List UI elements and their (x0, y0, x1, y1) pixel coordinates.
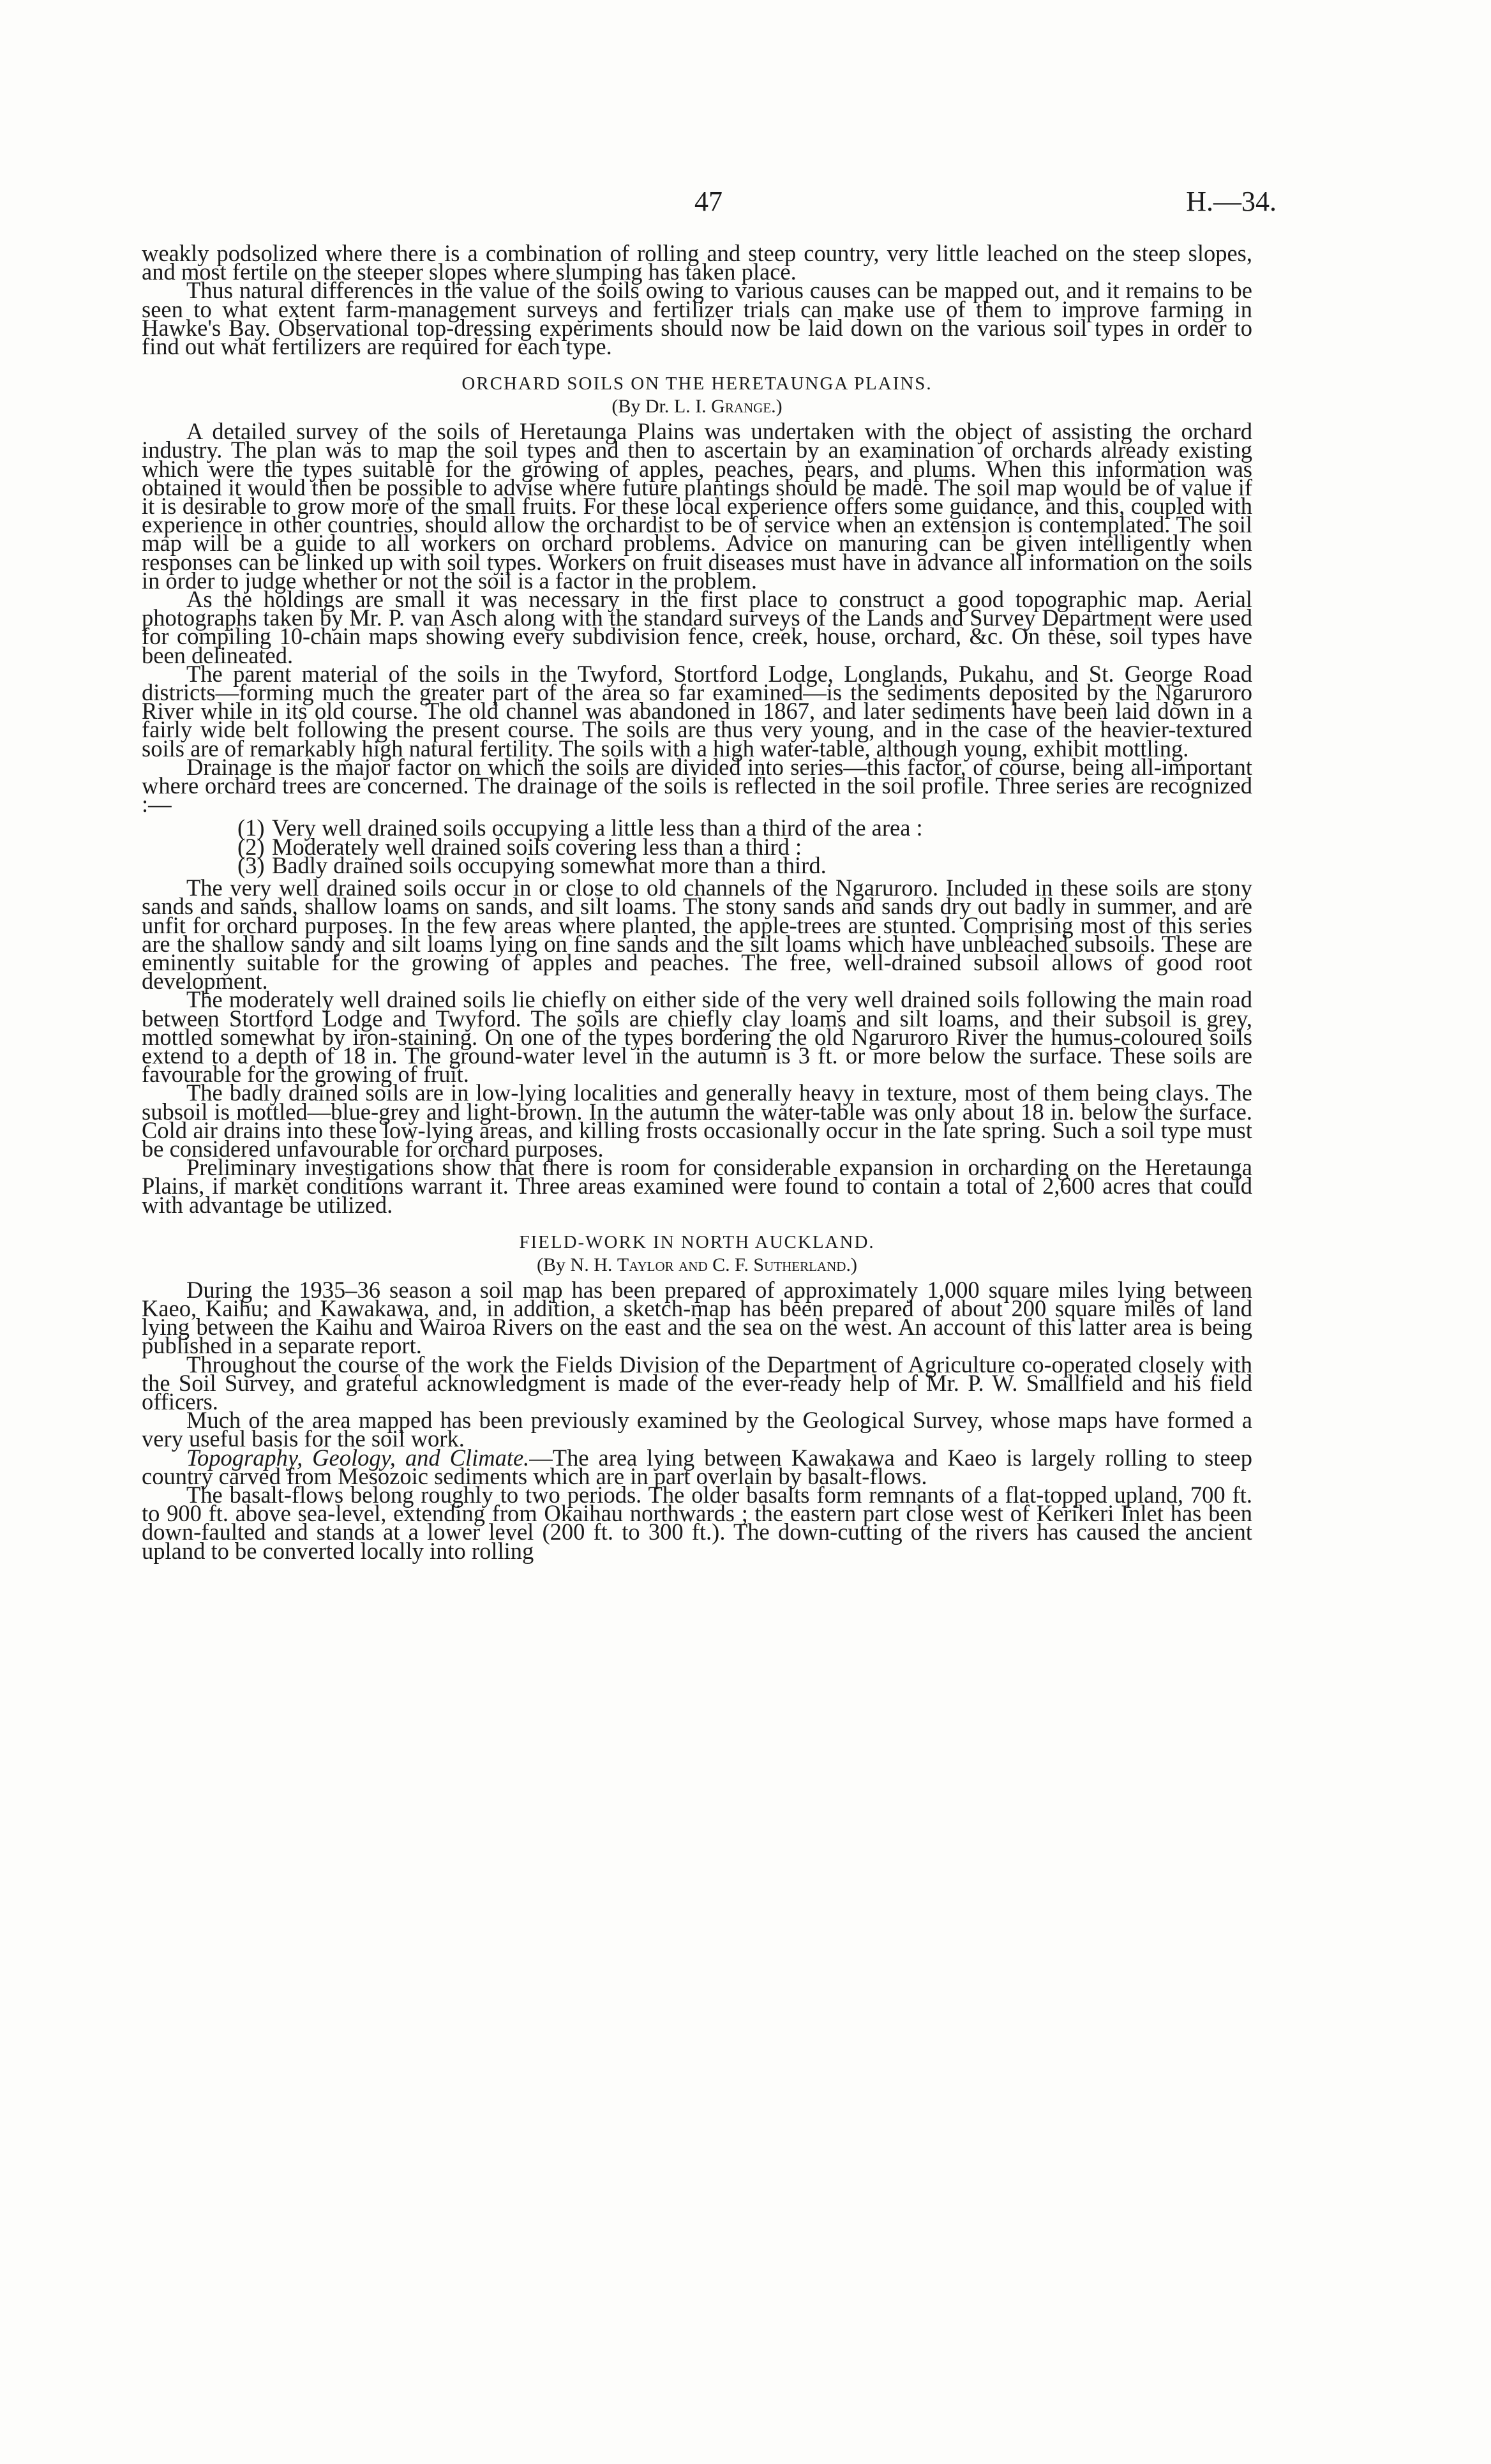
paragraph: The moderately well drained soils lie chiefly on either side of the very well drained soils following the main road between Stortford Lodge and Twyford. The soils are chiefly clay loams and silt loams, and their subsoil is grey, mottled somewhat by iron-staining. On one of the types bordering the old Ngaruroro River the humus-coloured soils extend to a depth of 18 in. The ground-water level in the autumn is 3 ft. or more below the surface. These soils are favourable for the growing of fruit. (142, 986, 1252, 1088)
byline-grange (142, 396, 1252, 417)
author-name: Sutherland (753, 1254, 846, 1275)
list-text: Very well drained soils occupying a little less than a third of the area : (272, 815, 923, 841)
paragraph: The badly drained soils are in low-lying localities and generally heavy in texture, most of them being clays. The subsoil is mottled—blue-grey and light-brown. In the autumn the water-table was only about 18 in. below the surface. Cold air drains into these low-lying areas, and killing frosts occasionally occur in the late spring. Such a soil type must be considered unfavourable for orchard purposes. (142, 1079, 1252, 1162)
byline-taylor-sutherland (142, 1255, 1252, 1275)
paragraph: A detailed survey of the soils of Heretaunga Plains was undertaken with the object of assisting the orchard industry. The plan was to map the soil types and then to ascertain by an examination of orchards already existing which were the types suitable for the growing of apples, peaches, pears, and plums. When this information was obtained it would then be possible to advise where future plantings should be made. The soil map would be of value if it is desirable to grow more of the small fruits. For these local experience offers some guidance, and this, coupled with experience in other countries, should allow the orchardist to be of service when an extension is contemplated. The soil map will be a guide to all workers on orchard problems. Advice on manuring can be given intelligently when responses can be linked up with soil types. Workers on fruit diseases must have in advance all information on the soils in order to judge whether or not the soil is a factor in the problem. (142, 418, 1252, 594)
byline-and: and (678, 1254, 708, 1275)
paragraph: The very well drained soils occur in or close to old channels of the Ngaruroro. Included in these soils are stony sands and sands, shallow loams on sands, and silt loams. The stony sands and sands dry out badly in summer, and are unfit for orchard purposes. In the few areas where planted, the apple-trees are stunted. Comprising most of this series are the shallow sandy and silt loams lying on fine sands and the silt loams which have unbleached subsoils. These are eminently suitable for the growing of apples and peaches. The free, well-drained subsoil allows of good root development. (142, 875, 1252, 995)
list-number: (2) (237, 833, 265, 860)
paragraph: Throughout the course of the work the Fields Division of the Department of Agriculture co-operated closely with the Soil Survey, and grateful acknowledgment is made of the ever-ready help of Mr. P. W. Smallfield and his field officers. (142, 1351, 1252, 1415)
paragraph: Thus natural differences in the value of the soils owing to various causes can be mapped out, and it remains to be seen to what extent farm-management surveys and fertilizer trials can make use of them to improve farming in Hawke's Bay. Observational top-dressing experiments should now be laid down on the various soil types in order to find out what fertilizers are required for each type. (142, 277, 1252, 360)
drainage-series-list (142, 815, 1252, 878)
author-name: Grange (711, 396, 772, 417)
byline-suffix: .) (846, 1254, 857, 1275)
body-text (142, 240, 1252, 1564)
author-name: Taylor (617, 1254, 674, 1275)
paragraph: As the holdings are small it was necessary in the first place to construct a good topographic map. Aerial photographs taken by Mr. P. van Asch along with the standard surveys of the Lands and Survey Department were used for compiling 10-chain maps showing every subdivision fence, creek, house, orchard, &c. On these, soil types have been delineated. (142, 586, 1252, 668)
list-number: (3) (237, 852, 265, 878)
subheading-inline: Topography, Geology, and Climate. (186, 1444, 530, 1471)
paragraph (142, 1444, 1252, 1489)
list-item (237, 852, 1252, 878)
section-title-orchard-soils: ORCHARD SOILS ON THE HERETAUNGA PLAINS. (461, 373, 933, 394)
running-header (0, 185, 1491, 223)
paragraph: During the 1935–36 season a soil map has been prepared of approximately 1,000 square miles lying between Kaeo, Kaihu; and Kawakawa, and, in addition, a sketch-map has been prepared of about 200 square miles of land lying between the Kaihu and Wairoa Rivers on the east and the sea on the west. An account of this latter area is being published in a separate report. (142, 1276, 1252, 1359)
document-reference: H.—34. (1186, 186, 1277, 217)
list-text: Moderately well drained soils covering less than a third : (272, 833, 802, 860)
paragraph-text: —The area lying between Kawakawa and Kaeo is largely rolling to steep country carved from Mesozoic sediments which are in part overlain by basalt-flows. (142, 1444, 1252, 1489)
paragraph: Preliminary investigations show that there is room for considerable expansion in orcharding on the Heretaunga Plains, if market conditions warrant it. Three areas examined were found to contain a total of 2,600 acres that could with advantage be utilized. (142, 1154, 1252, 1218)
page-number: 47 (694, 186, 723, 217)
list-number: (1) (237, 815, 265, 841)
author-initials: C. F. (712, 1254, 749, 1275)
byline-suffix: .) (771, 396, 783, 417)
paragraph: The basalt-flows belong roughly to two periods. The older basalts form remnants of a flat-topped upland, 700 ft. to 900 ft. above sea-level, extending from Okaihau northwards ; the eastern part close west of Kerikeri Inlet has been down-faulted and stands at a lower level (200 ft. to 300 ft.). The down-cutting of the rivers has caused the ancient upland to be converted locally into rolling (142, 1481, 1252, 1564)
byline-prefix: (By N. H. (537, 1254, 613, 1275)
section-title-field-work: FIELD-WORK IN NORTH AUCKLAND. (519, 1231, 875, 1252)
paragraph: Much of the area mapped has been previously examined by the Geological Survey, whose maps have formed a very useful basis for the soil work. (142, 1407, 1252, 1452)
paragraph-continued: weakly podsolized where there is a combination of rolling and steep country, very little leached on the steep slopes, and most fertile on the steeper slopes where slumping has taken place. (142, 240, 1252, 285)
byline-prefix: (By Dr. L. I. (611, 396, 707, 417)
paragraph: Drainage is the major factor on which the soils are divided into series—this factor, of course, being all-important where orchard trees are concerned. The drainage of the soils is reflected in the soil profile. Three series are recognized :— (142, 753, 1252, 818)
list-text: Badly drained soils occupying somewhat more than a third. (272, 852, 827, 878)
paragraph: The parent material of the soils in the Twyford, Stortford Lodge, Longlands, Pukahu, and St. George Road districts—forming much the greater part of the area so far examined—is the sediments deposited by the Ngaruroro River while in its old course. The old channel was abandoned in 1867, and later sediments have been laid down in a fairly wide belt following the present course. The soils are thus very young, and in the case of the heavier-textured soils are of remarkably high natural fertility. The soils with a high water-table, although young, exhibit mottling. (142, 660, 1252, 762)
